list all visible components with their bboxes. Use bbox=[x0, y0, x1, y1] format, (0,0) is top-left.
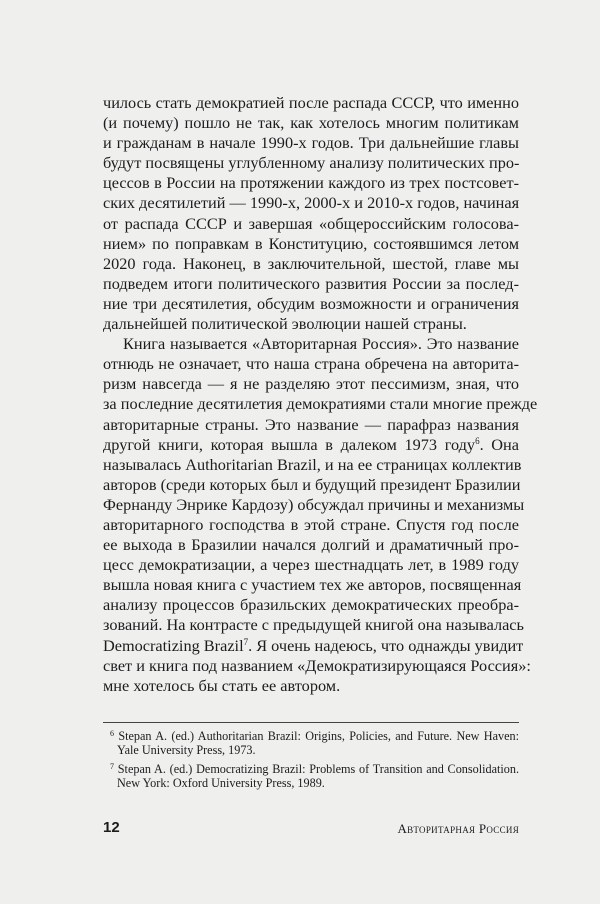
paragraph-2 bbox=[103, 334, 538, 696]
body-text bbox=[103, 93, 538, 696]
footnote-ref-7[interactable]: 7 bbox=[243, 636, 249, 647]
text-line: цессов в России на протяжении каждого из трех постсовет- bbox=[103, 173, 519, 193]
footnote-number: 6 bbox=[110, 728, 114, 738]
text-line: подведем итоги политического развития России за послед- bbox=[103, 273, 519, 293]
text-line: чилось стать демократией после распада СССР, что именно bbox=[103, 93, 519, 112]
text-line: нием» по поправкам в Конституцию, состоявшимся летом bbox=[103, 233, 519, 253]
text-line: цесс демократизации, а через шестнадцать лет, в 1989 году bbox=[103, 555, 519, 575]
text-line: за последние десятилетия демократиями стали многие прежде bbox=[103, 394, 538, 414]
footnotes bbox=[103, 729, 519, 791]
text-line bbox=[103, 635, 524, 656]
paragraph-1 bbox=[103, 93, 519, 334]
line-text: . Я очень надеюсь, что однажды увидит bbox=[248, 635, 524, 655]
footnote-ref-6[interactable]: 6 bbox=[475, 435, 480, 446]
text-line: от распада СССР и завершая «общероссийским голосова- bbox=[103, 213, 519, 233]
text-line: свет и книга под названием «Демократизирующаяся Россия»: bbox=[103, 655, 531, 675]
running-title: Авторитарная Россия bbox=[397, 821, 519, 836]
text-line: авторитарного господства в этой стране. Спустя год после bbox=[103, 514, 519, 534]
text-line: называлась Authoritarian Brazil, и на ее страницах коллектив bbox=[103, 454, 522, 474]
footnote-7 bbox=[103, 762, 519, 791]
page-content bbox=[103, 93, 538, 795]
text-line: будут посвящены углубленному анализу политических про- bbox=[103, 153, 520, 173]
text-line: ние три десятилетия, обсудим возможности и ограничения bbox=[103, 293, 519, 313]
text-line: дальнейшей политической эволюции нашей страны. bbox=[103, 314, 467, 334]
text-line: ризм навсегда — я не разделяю этот пессимизм, зная, что bbox=[103, 374, 519, 394]
page-number: 12 bbox=[103, 819, 120, 836]
text-line: отнюдь не означает, что наша страна обречена на авторита- bbox=[103, 354, 519, 374]
line-text: Democratizing Brazil bbox=[103, 635, 244, 655]
page-footer bbox=[103, 819, 519, 839]
footnote-text: Stepan A. (ed.) Democratizing Brazil: Problems of Transition and Consolidation. New York: Oxford University Press, 1989. bbox=[117, 761, 519, 791]
text-line bbox=[103, 435, 519, 455]
footnote-text: Stepan A. (ed.) Authoritarian Brazil: Origins, Policies, and Future. New Haven: Yale University Press, 1973. bbox=[117, 728, 520, 758]
text-line: ее выхода в Бразилии начался долгий и драматичный про- bbox=[103, 535, 519, 555]
text-line: Фернанду Энрике Кардозу) обсуждал причины и механизмы bbox=[103, 494, 525, 514]
footnote-number: 7 bbox=[110, 761, 114, 771]
line-text: . Она bbox=[479, 434, 519, 454]
text-line: (и почему) пошло не так, как хотелось многим политикам bbox=[103, 113, 519, 133]
footnote-6 bbox=[103, 729, 519, 758]
line-text: другой книги, которая вышла в далеком 1973 году bbox=[103, 434, 476, 454]
text-line: мне хотелось бы стать ее автором. bbox=[103, 675, 341, 695]
text-line: и гражданам в начале 1990-х годов. Три дальнейшие главы bbox=[103, 133, 519, 153]
text-line: Книга называется «Авторитарная Россия». Это название bbox=[123, 334, 519, 354]
text-line: ских десятилетий — 1990-х, 2000-х и 2010-х годов, начиная bbox=[103, 193, 520, 213]
text-line: вышла новая книга с участием тех же авторов, посвященная bbox=[103, 575, 522, 595]
text-line: анализу процессов бразильских демократических преобра- bbox=[103, 595, 519, 615]
text-line: 2020 года. Наконец, в заключительной, шестой, главе мы bbox=[103, 253, 519, 273]
footnote-divider bbox=[103, 722, 519, 723]
text-line: зований. На контрасте с предыдущей книгой она называлась bbox=[103, 615, 524, 635]
text-line: авторов (среди которых был и будущий президент Бразилии bbox=[103, 474, 521, 494]
text-line: авторитарные страны. Это название — парафраз названия bbox=[103, 414, 519, 434]
